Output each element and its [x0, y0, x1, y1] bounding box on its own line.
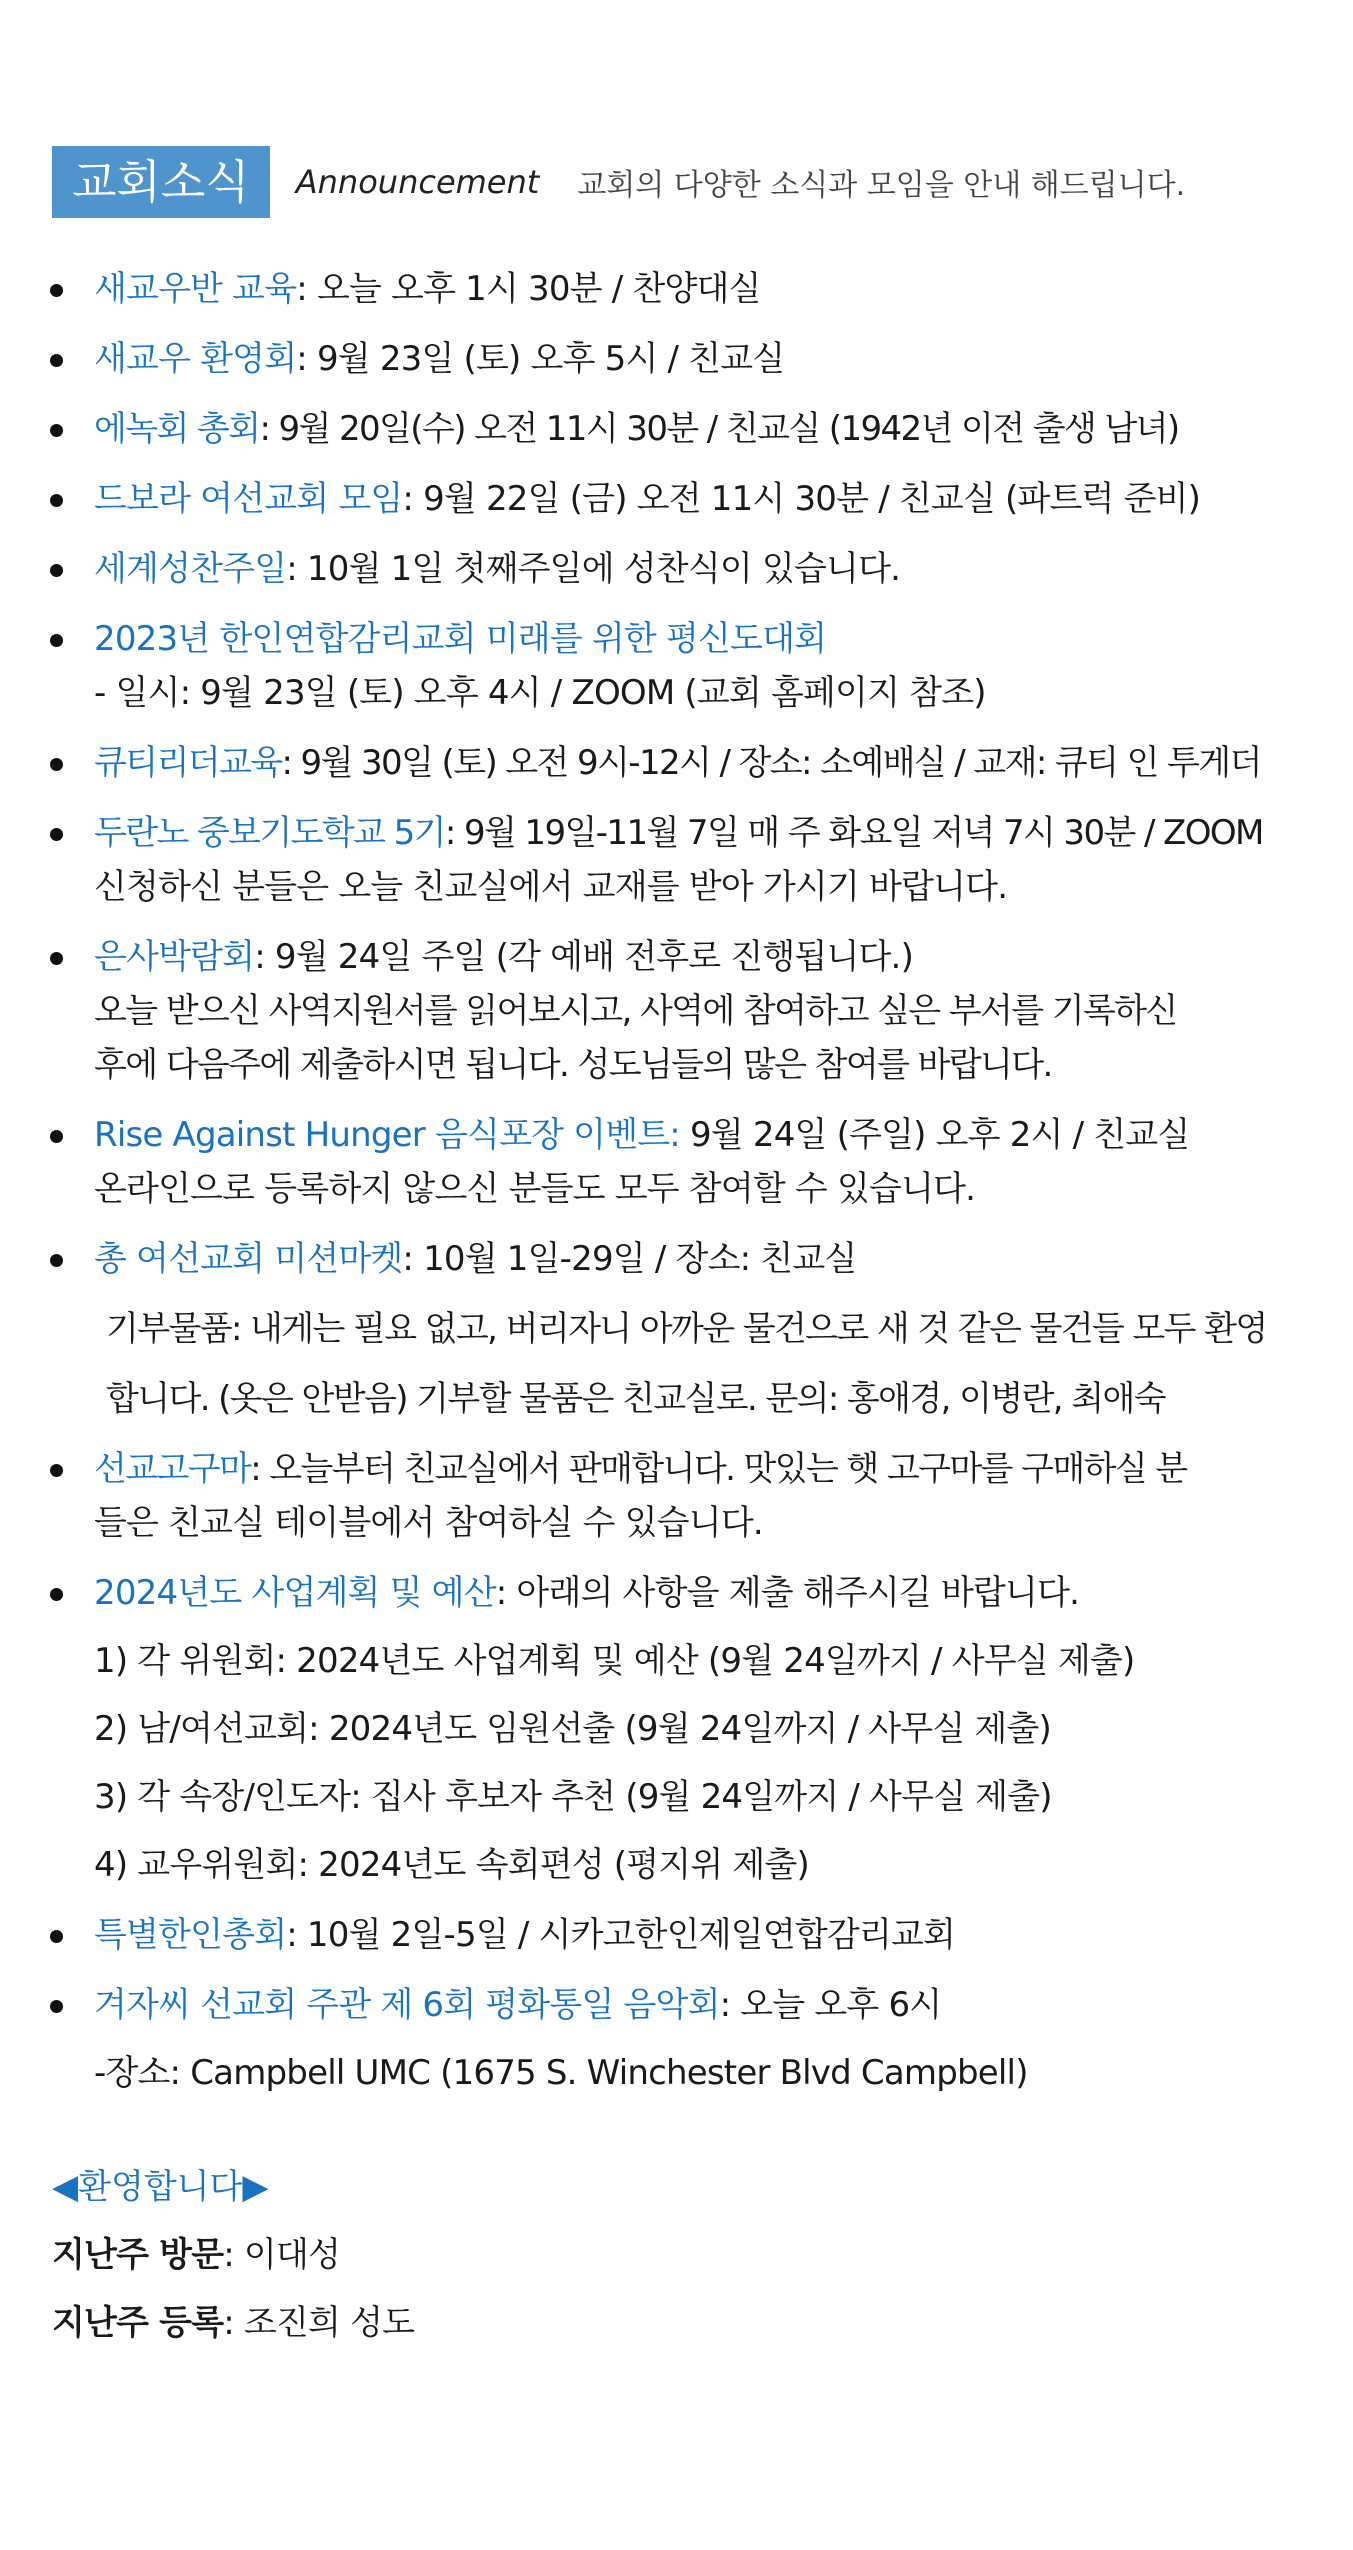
item-detail: : 10월 2일-5일 / 시카고한인제일연합감리교회 — [286, 1915, 956, 1955]
item-detail: : 9월 24일 주일 (각 예배 전후로 진행됩니다.) — [254, 937, 914, 977]
list-item — [50, 1108, 1320, 1216]
item-detail: : 9월 23일 (토) 오후 5시 / 친교실 — [296, 339, 785, 379]
item-detail: 3) 각 속장/인도자: 집사 후보자 추천 (9월 24일까지 / 사무실 제출) — [94, 1777, 1052, 1817]
visit-label: 지난주 방문 — [52, 2235, 224, 2275]
item-title: 새교우 환영회 — [94, 339, 297, 379]
item-title: 두란노 중보기도학교 5기 — [94, 813, 445, 853]
item-detail: 4) 교우위원회: 2024년도 속회편성 (평지위 제출) — [94, 1845, 809, 1885]
item-title: 에녹회 총회 — [94, 409, 260, 449]
bullet-icon — [50, 494, 63, 507]
bullet-icon — [50, 564, 63, 577]
item-detail: : 9월 22일 (금) 오전 11시 30분 / 친교실 (파트럭 준비) — [402, 479, 1201, 519]
register-value: : 조진희 성도 — [223, 2303, 415, 2343]
list-item — [50, 472, 1320, 526]
item-detail: : 9월 19일-11월 7일 매 주 화요일 저녁 7시 30분 / ZOOM — [444, 813, 1263, 853]
list-item — [50, 542, 1320, 596]
section-english-title: Announcement — [295, 163, 540, 201]
item-detail: 오늘 받으신 사역지원서를 읽어보시고, 사역에 참여하고 싶은 부서를 기록하신 — [94, 991, 1177, 1031]
item-detail: 1) 각 위원회: 2024년도 사업계획 및 예산 (9월 24일까지 / 사무실 제출) — [94, 1641, 1135, 1681]
list-item — [50, 806, 1320, 914]
visit-value: : 이대성 — [223, 2235, 341, 2275]
welcome-section — [52, 2160, 414, 2350]
item-title: Rise Against Hunger 음식포장 이벤트: — [94, 1115, 680, 1155]
item-title: 선교고구마 — [94, 1449, 251, 1489]
bullet-icon — [50, 284, 63, 297]
item-title: 특별한인총회 — [94, 1915, 287, 1955]
item-title: 큐티리더교육 — [94, 743, 282, 783]
list-item — [50, 332, 1320, 386]
register-label: 지난주 등록 — [52, 2303, 224, 2343]
item-title: 2024년도 사업계획 및 예산 — [94, 1573, 496, 1613]
announcement-list — [50, 262, 1320, 2116]
item-detail: 온라인으로 등록하지 않으신 분들도 모두 참여할 수 있습니다. — [94, 1169, 976, 1209]
item-detail: - 일시: 9월 23일 (토) 오후 4시 / ZOOM (교회 홈페이지 참조) — [94, 673, 986, 713]
section-badge: 교회소식 — [52, 146, 270, 218]
list-item — [50, 1442, 1320, 1550]
bullet-icon — [50, 424, 63, 437]
bullet-icon — [50, 828, 63, 841]
item-detail: : 오늘 오후 1시 30분 / 찬양대실 — [296, 269, 761, 309]
list-item — [50, 1566, 1320, 1892]
item-detail: : 오늘부터 친교실에서 판매합니다. 맛있는 햇 고구마를 구매하실 분 — [250, 1449, 1187, 1489]
list-item — [50, 736, 1320, 790]
last-week-registration — [52, 2296, 414, 2350]
last-week-visit — [52, 2228, 414, 2282]
item-title: 겨자씨 선교회 주관 제 6회 평화통일 음악회 — [94, 1985, 720, 2025]
list-item — [50, 1978, 1320, 2100]
item-title: 은사박람회 — [94, 937, 255, 977]
list-item — [50, 262, 1320, 316]
item-detail: 합니다. (옷은 안받음) 기부할 물품은 친교실로. 문의: 홍애경, 이병란, 최애숙 — [106, 1379, 1165, 1419]
item-detail: : 10월 1일-29일 / 장소: 친교실 — [402, 1239, 857, 1279]
list-item — [50, 1232, 1320, 1426]
bullet-icon — [50, 1254, 63, 1267]
bullet-icon — [50, 2000, 63, 2013]
item-detail: : 아래의 사항을 제출 해주시길 바랍니다. — [495, 1573, 1080, 1613]
bullet-icon — [50, 952, 63, 965]
item-detail: 들은 친교실 테이블에서 참여하실 수 있습니다. — [94, 1503, 763, 1543]
list-item — [50, 930, 1320, 1092]
item-title: 총 여선교회 미션마켓 — [94, 1239, 403, 1279]
announcement-header — [52, 146, 1185, 218]
item-title: 드보라 여선교회 모임 — [94, 479, 403, 519]
list-item — [50, 1908, 1320, 1962]
item-detail: : 9월 20일(수) 오전 11시 30분 / 친교실 (1942년 이전 출생 남녀) — [259, 409, 1179, 449]
item-detail: -장소: Campbell UMC (1675 S. Winchester Blvd Campbell) — [94, 2053, 1028, 2093]
bullet-icon — [50, 634, 63, 647]
bullet-icon — [50, 758, 63, 771]
item-detail: 2) 남/여선교회: 2024년도 임원선출 (9월 24일까지 / 사무실 제출) — [94, 1709, 1051, 1749]
item-title: 세계성찬주일 — [94, 549, 287, 589]
bullet-icon — [50, 1930, 63, 1943]
item-detail: 9월 24일 (주일) 오후 2시 / 친교실 — [679, 1115, 1190, 1155]
bullet-icon — [50, 354, 63, 367]
section-subtitle: 교회의 다양한 소식과 모임을 안내 해드립니다. — [577, 168, 1186, 203]
item-detail: : 9월 30일 (토) 오전 9시-12시 / 장소: 소예배실 / 교재: 큐티 인 투게더 — [281, 743, 1261, 783]
item-title: 2023년 한인연합감리교회 미래를 위한 평신도대회 — [94, 619, 827, 659]
item-detail: : 10월 1일 첫째주일에 성찬식이 있습니다. — [286, 549, 901, 589]
bullet-icon — [50, 1588, 63, 1601]
item-title: 새교우반 교육 — [94, 269, 297, 309]
list-item — [50, 402, 1320, 456]
welcome-title: ◀환영합니다▶ — [52, 2167, 269, 2207]
item-detail: 기부물품: 내게는 필요 없고, 버리자니 아까운 물건으로 새 것 같은 물건들 모두 환영 — [106, 1309, 1267, 1349]
item-detail: 신청하신 분들은 오늘 친교실에서 교재를 받아 가시기 바랍니다. — [94, 867, 1008, 907]
item-detail: : 오늘 오후 6시 — [719, 1985, 942, 2025]
bullet-icon — [50, 1464, 63, 1477]
bullet-icon — [50, 1130, 63, 1143]
item-detail: 후에 다음주에 제출하시면 됩니다. 성도님들의 많은 참여를 바랍니다. — [94, 1045, 1052, 1085]
list-item — [50, 612, 1320, 720]
